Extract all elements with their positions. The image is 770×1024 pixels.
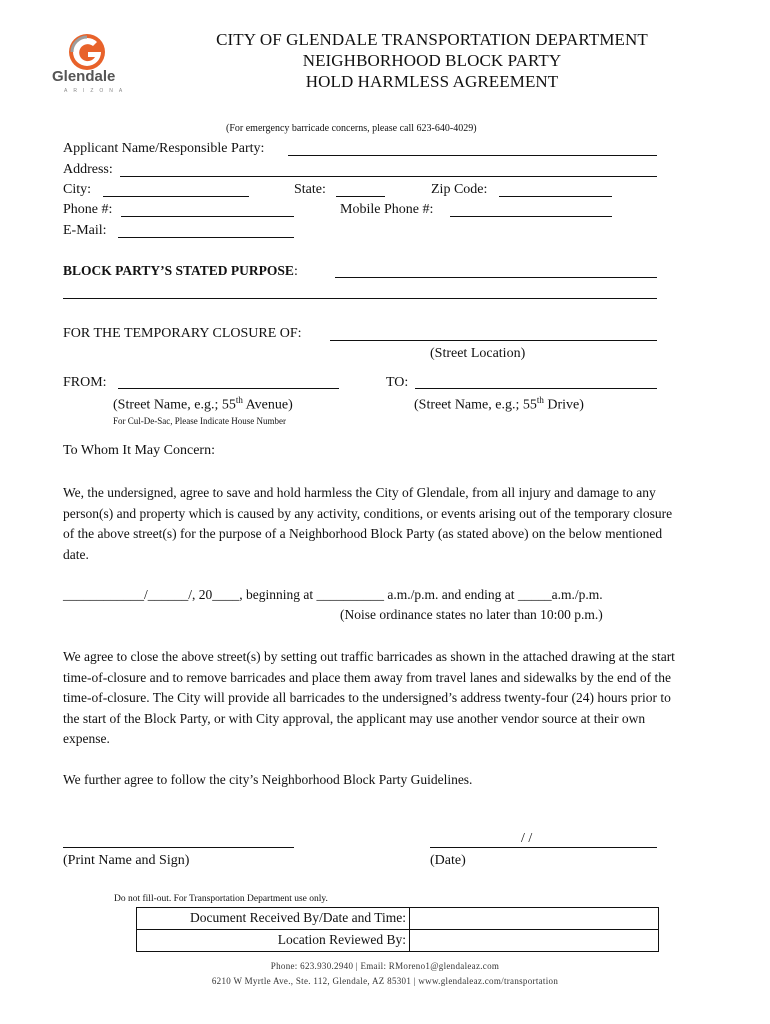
purpose-label <box>63 263 298 280</box>
office-use-note: Do not fill-out. For Transportation Department use only. <box>114 894 328 904</box>
purpose-input-line-1[interactable] <box>335 277 657 278</box>
to-hint-b: Drive) <box>543 397 584 413</box>
culdesac-note: For Cul-De-Sac, Please Indicate House Number <box>113 416 286 426</box>
state-input-line[interactable] <box>336 196 385 197</box>
applicant-label: Applicant Name/Responsible Party: <box>63 141 265 156</box>
city-input-line[interactable] <box>103 196 249 197</box>
page-title-line3: HOLD HARMLESS AGREEMENT <box>305 72 559 91</box>
address-label: Address: <box>63 162 113 177</box>
purpose-label-text: BLOCK PARTY’S STATED PURPOSE <box>63 263 294 278</box>
mobile-label: Mobile Phone #: <box>340 202 434 217</box>
from-input-line[interactable] <box>118 388 339 389</box>
street-location-hint: (Street Location) <box>430 346 526 361</box>
email-label: E-Mail: <box>63 223 107 238</box>
mobile-input-line[interactable] <box>450 216 612 217</box>
office-use-table <box>136 907 659 952</box>
purpose-input-line-2[interactable] <box>63 298 657 299</box>
to-label: TO: <box>386 375 409 390</box>
date-time-line[interactable]: ____________/______/, 20____, beginning at __________ a.m./p.m. and ending at _____a.m./p.m. <box>63 587 603 602</box>
date-label: (Date) <box>430 853 466 868</box>
to-hint-sup: th <box>536 395 544 405</box>
signature-input-line[interactable] <box>63 847 294 848</box>
city-label: City: <box>63 182 92 197</box>
emergency-note: (For emergency barricade concerns, please call 623-640-4029) <box>226 123 477 134</box>
received-label: Document Received By/Date and Time: <box>190 910 406 925</box>
from-hint-b: Avenue) <box>242 397 293 413</box>
received-cell[interactable] <box>409 908 659 929</box>
phone-label: Phone #: <box>63 202 113 217</box>
agreement-paragraph-3: We further agree to follow the city’s Neighborhood Block Party Guidelines. <box>63 772 473 787</box>
closure-label: FOR THE TEMPORARY CLOSURE OF: <box>63 326 302 341</box>
page-title-line1: CITY OF GLENDALE TRANSPORTATION DEPARTMENT <box>216 30 648 49</box>
footer-address: 6210 W Myrtle Ave., Ste. 112, Glendale, AZ 85301 | www.glendaleaz.com/transportation <box>211 976 559 986</box>
print-name-label: (Print Name and Sign) <box>63 853 190 868</box>
office-row-reviewed <box>137 930 658 951</box>
zip-label: Zip Code: <box>431 182 488 197</box>
date-slashes: / / <box>521 831 533 846</box>
address-input-line[interactable] <box>120 176 657 177</box>
to-input-line[interactable] <box>415 388 657 389</box>
purpose-colon: : <box>293 264 298 279</box>
from-label: FROM: <box>63 375 107 390</box>
closure-input-line[interactable] <box>330 340 657 341</box>
agreement-paragraph-1: We, the undersigned, agree to save and hold harmless the City of Glendale, from all injury and damage to any person(s) and property which is caused by any activity, conditions, or events arising out of the temporary closure of the above street(s) for the purpose of a Neighborhood Block Party (as stated above) on the below mentioned date. <box>63 485 673 562</box>
salutation: To Whom It May Concern: <box>63 443 215 458</box>
page-title-line2: NEIGHBORHOOD BLOCK PARTY <box>302 51 562 70</box>
footer-contact: Phone: 623.930.2940 | Email: RMoreno1@glendaleaz.com <box>270 961 500 971</box>
glendale-logo <box>50 32 130 96</box>
email-input-line[interactable] <box>118 237 294 238</box>
office-row-received <box>137 908 658 930</box>
to-hint-a: (Street Name, e.g.; 55 <box>414 397 537 413</box>
date-input-line[interactable] <box>430 847 657 848</box>
logo-text: Glendale <box>52 68 116 85</box>
state-label: State: <box>294 182 326 197</box>
logo-subtext: ARIZONA <box>64 88 129 94</box>
from-hint <box>113 395 293 414</box>
from-hint-sup: th <box>235 395 243 405</box>
reviewed-label: Location Reviewed By: <box>277 932 406 947</box>
phone-input-line[interactable] <box>121 216 294 217</box>
applicant-input-line[interactable] <box>288 155 657 156</box>
zip-input-line[interactable] <box>499 196 612 197</box>
to-hint <box>414 395 584 414</box>
agreement-paragraph-2: We agree to close the above street(s) by setting out traffic barricades as shown in the attached drawing at the start time-of-closure and to remove barricades and place them away from travel lanes and sidewalks by the end of the time-of-closure. The City will provide all barricades to the undersigned’s address twenty-four (24) hours prior to the start of the Block Party, or with City approval, the applicant may use another vendor source at their own expense. <box>63 649 675 746</box>
from-hint-a: (Street Name, e.g.; 55 <box>113 397 236 413</box>
reviewed-cell[interactable] <box>409 930 659 951</box>
noise-ordinance-note: (Noise ordinance states no later than 10:00 p.m.) <box>340 607 603 622</box>
